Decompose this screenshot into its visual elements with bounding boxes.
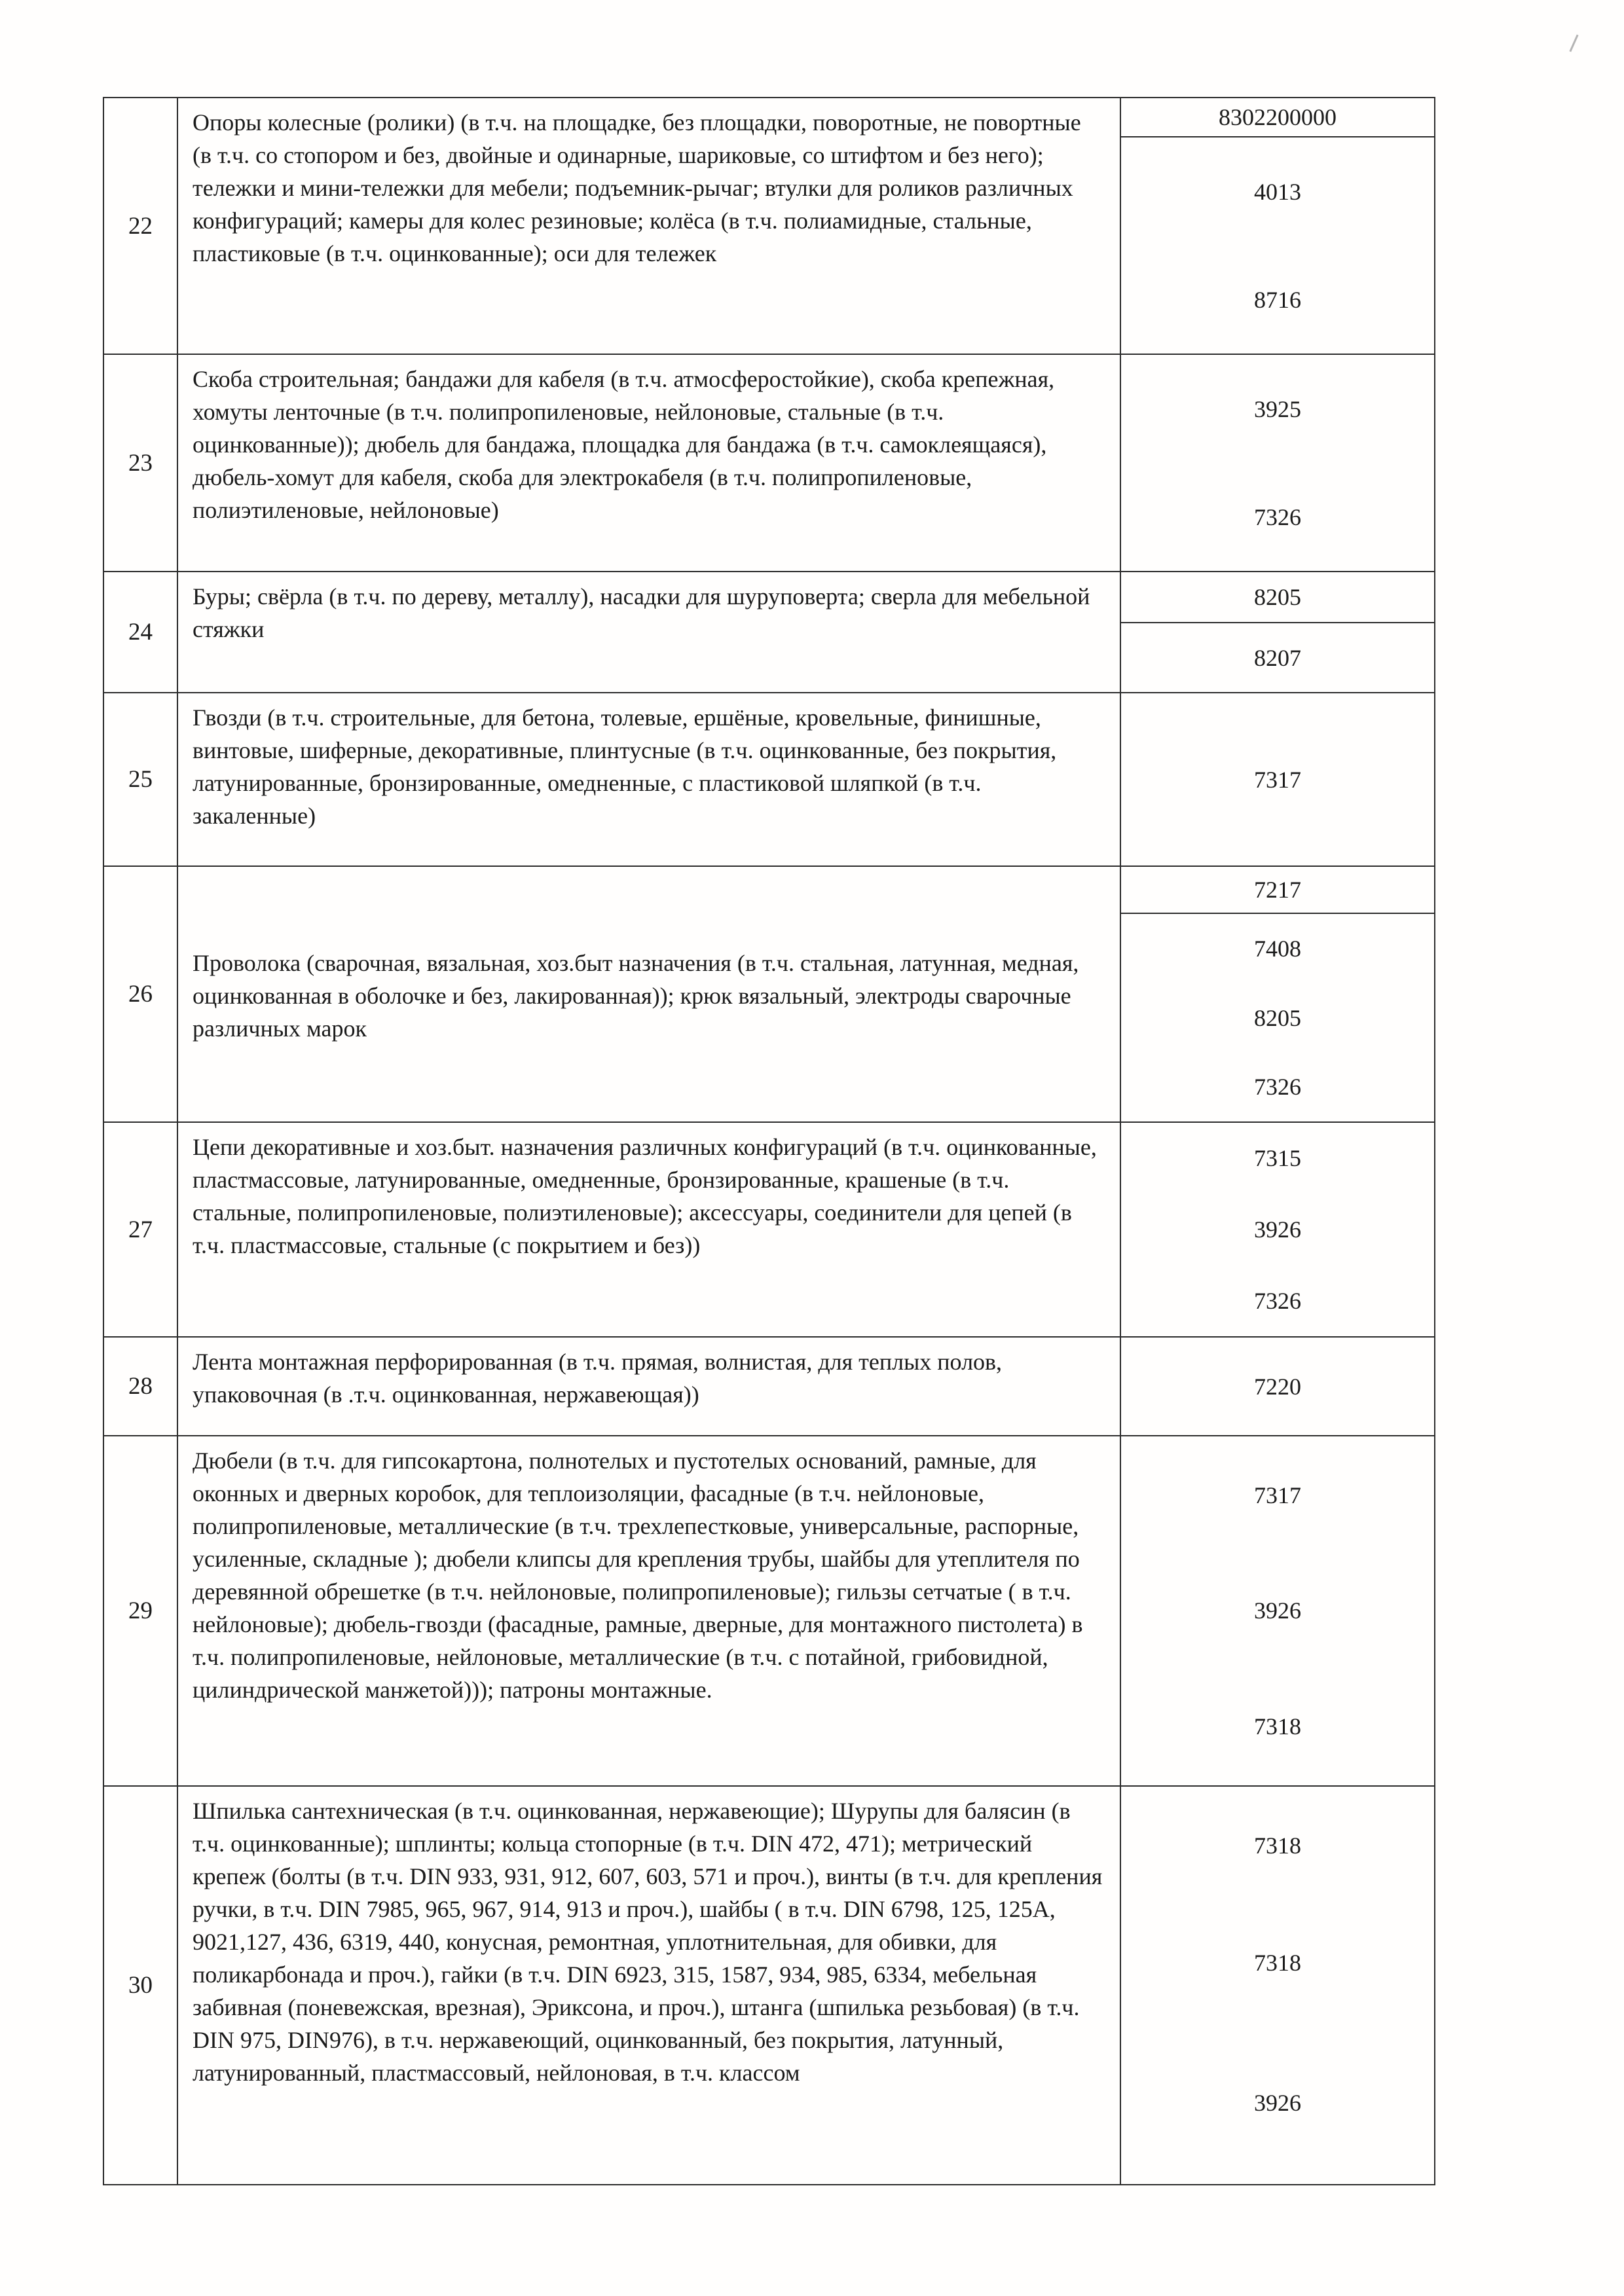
table-row (104, 355, 1434, 572)
row-description: Опоры колесные (ролики) (в т.ч. на площадке, без площадки, поворотные, не повортные (в т.ч. со стопором и без, двойные и одинарные, шариковые, со штифтом и без него); тележки и мини-тележки для мебели; подъемник-рычаг; втулки для роликов различных конфигураций; камеры для колес резиновые; колёса (в т.ч. полиамидные, стальные, пластиковые (в т.ч. оцинкованные); оси для тележек (178, 98, 1121, 354)
row-codes (1121, 693, 1434, 866)
code-value: 3926 (1254, 1597, 1301, 1624)
code-value: 3926 (1254, 1216, 1301, 1243)
row-codes (1121, 572, 1434, 692)
row-number: 29 (104, 1436, 178, 1785)
code-value: 8302200000 (1121, 98, 1434, 137)
row-codes (1121, 867, 1434, 1121)
table-row (104, 1338, 1434, 1436)
row-codes (1121, 98, 1434, 354)
row-number: 24 (104, 572, 178, 692)
code-value: 7326 (1254, 1074, 1301, 1101)
row-description: Шпилька сантехническая (в т.ч. оцинкованная, нержавеющие); Шурупы для балясин (в т.ч. оцинкованные); шплинты; кольца стопорные (в т.ч. DIN 472, 471); метрический крепеж (болты (в т.ч. DIN 933, 931, 912, 607, 603, 571 и проч.), винты (в т.ч. для крепления ручки, в т.ч. DIN 7985, 965, 967, 914, 913 и проч.), шайбы ( в т.ч. DIN 6798, 125, 125A, 9021,127, 436, 6319, 440, конусная, ремонтная, уплотнительная, для обивки, для поликарбонада и проч.), гайки (в т.ч. DIN 6923, 315, 1587, 934, 985, 6334, мебельная забивная (поневежская, врезная), Эриксона, и проч.), штанга (шпилька резьбовая) (в т.ч. DIN 975, DIN976), в т.ч. нержавеющий, оцинкованный, без покрытия, латунный, латунированный, пластмассовый, нейлоновая, в т.ч. классом (178, 1787, 1121, 2184)
row-description: Лента монтажная перфорированная (в т.ч. прямая, волнистая, для теплых полов, упаковочная (в .т.ч. оцинкованная, нержавеющая)) (178, 1338, 1121, 1435)
code-value: 7326 (1254, 1287, 1301, 1314)
goods-codes-table (103, 97, 1435, 2185)
table-row (104, 1123, 1434, 1338)
row-description: Скоба строительная; бандажи для кабеля (в т.ч. атмосферостойкие), скоба крепежная, хомуты ленточные (в т.ч. полипропиленовые, нейлоновые, стальные (в т.ч. оцинкованные)); дюбель для бандажа, площадка для бандажа (в т.ч. самоклеящаяся), дюбель-хомут для кабеля, скоба для электрокабеля (в т.ч. полипропиленовые, полиэтиленовые, нейлоновые) (178, 355, 1121, 571)
code-value: 7315 (1254, 1145, 1301, 1172)
table-row (104, 693, 1434, 867)
code-value: 7217 (1121, 867, 1434, 914)
table-row (104, 98, 1434, 355)
code-value: 7318 (1254, 1713, 1301, 1740)
table-row (104, 1436, 1434, 1787)
row-description: Дюбели (в т.ч. для гипсокартона, полнотелых и пустотелых оснований, рамные, для оконных и дверных коробок, для теплоизоляции, фасадные (в т.ч. нейлоновые, полипропиленовые, металлические (в т.ч. трехлепестковые, универсальные, распорные, усиленные, складные ); дюбели клипсы для крепления трубы, шайбы для утеплителя по деревянной обрешетке (в т.ч. нейлоновые, полипропиленовые); гильзы сетчатые ( в т.ч. нейлоновые); дюбель-гвозди (фасадные, рамные, дверные, для монтажного пистолета) в т.ч. полипропиленовые, нейлоновые, металлические (в т.ч. с потайной, грибовидной, цилиндрической манжетой))); патроны монтажные. (178, 1436, 1121, 1785)
row-number: 30 (104, 1787, 178, 2184)
table-row (104, 1787, 1434, 2184)
row-codes (1121, 1338, 1434, 1435)
row-description: Цепи декоративные и хоз.быт. назначения различных конфигураций (в т.ч. оцинкованные, пластмассовые, латунированные, омедненные, бронзированные, крашеные (в т.ч. стальные, полипропиленовые, полиэтиленовые); аксессуары, соединители для цепей (в т.ч. пластмассовые, стальные (с покрытием и без)) (178, 1123, 1121, 1336)
code-value: 8716 (1254, 286, 1301, 313)
row-number: 22 (104, 98, 178, 354)
code-value: 8205 (1121, 572, 1434, 623)
code-value: 4013 (1254, 178, 1301, 205)
row-number: 23 (104, 355, 178, 571)
scan-artifact (1569, 35, 1578, 52)
code-value: 8205 (1254, 1004, 1301, 1031)
code-value: 7318 (1254, 1950, 1301, 1977)
table-row (104, 867, 1434, 1123)
row-number: 28 (104, 1338, 178, 1435)
row-number: 26 (104, 867, 178, 1121)
code-value: 8207 (1254, 644, 1301, 671)
table-row (104, 572, 1434, 693)
row-description: Гвозди (в т.ч. строительные, для бетона, толевые, ершёные, кровельные, финишные, винтовые, шиферные, декоративные, плинтусные (в т.ч. оцинкованные, без покрытия, латунированные, бронзированные, омедненные, с пластиковой шляпкой (в т.ч. закаленные) (178, 693, 1121, 866)
code-value: 7326 (1254, 503, 1301, 530)
code-value: 7408 (1254, 935, 1301, 962)
code-value: 7318 (1254, 1832, 1301, 1859)
code-value: 7220 (1254, 1373, 1301, 1400)
row-codes (1121, 1787, 1434, 2184)
row-description: Буры; свёрла (в т.ч. по дереву, металлу), насадки для шуруповерта; сверла для мебельной стяжки (178, 572, 1121, 692)
row-number: 27 (104, 1123, 178, 1336)
code-value: 7317 (1254, 766, 1301, 793)
code-value: 7317 (1254, 1482, 1301, 1509)
row-codes (1121, 1436, 1434, 1785)
code-value: 3926 (1254, 2089, 1301, 2116)
row-codes (1121, 355, 1434, 571)
code-value: 3925 (1254, 395, 1301, 422)
row-number: 25 (104, 693, 178, 866)
row-description: Проволока (сварочная, вязальная, хоз.быт назначения (в т.ч. стальная, латунная, медная, оцинкованная в оболочке и без, лакированная)); крюк вязальный, электроды сварочные различных марок (178, 867, 1121, 1121)
row-codes (1121, 1123, 1434, 1336)
